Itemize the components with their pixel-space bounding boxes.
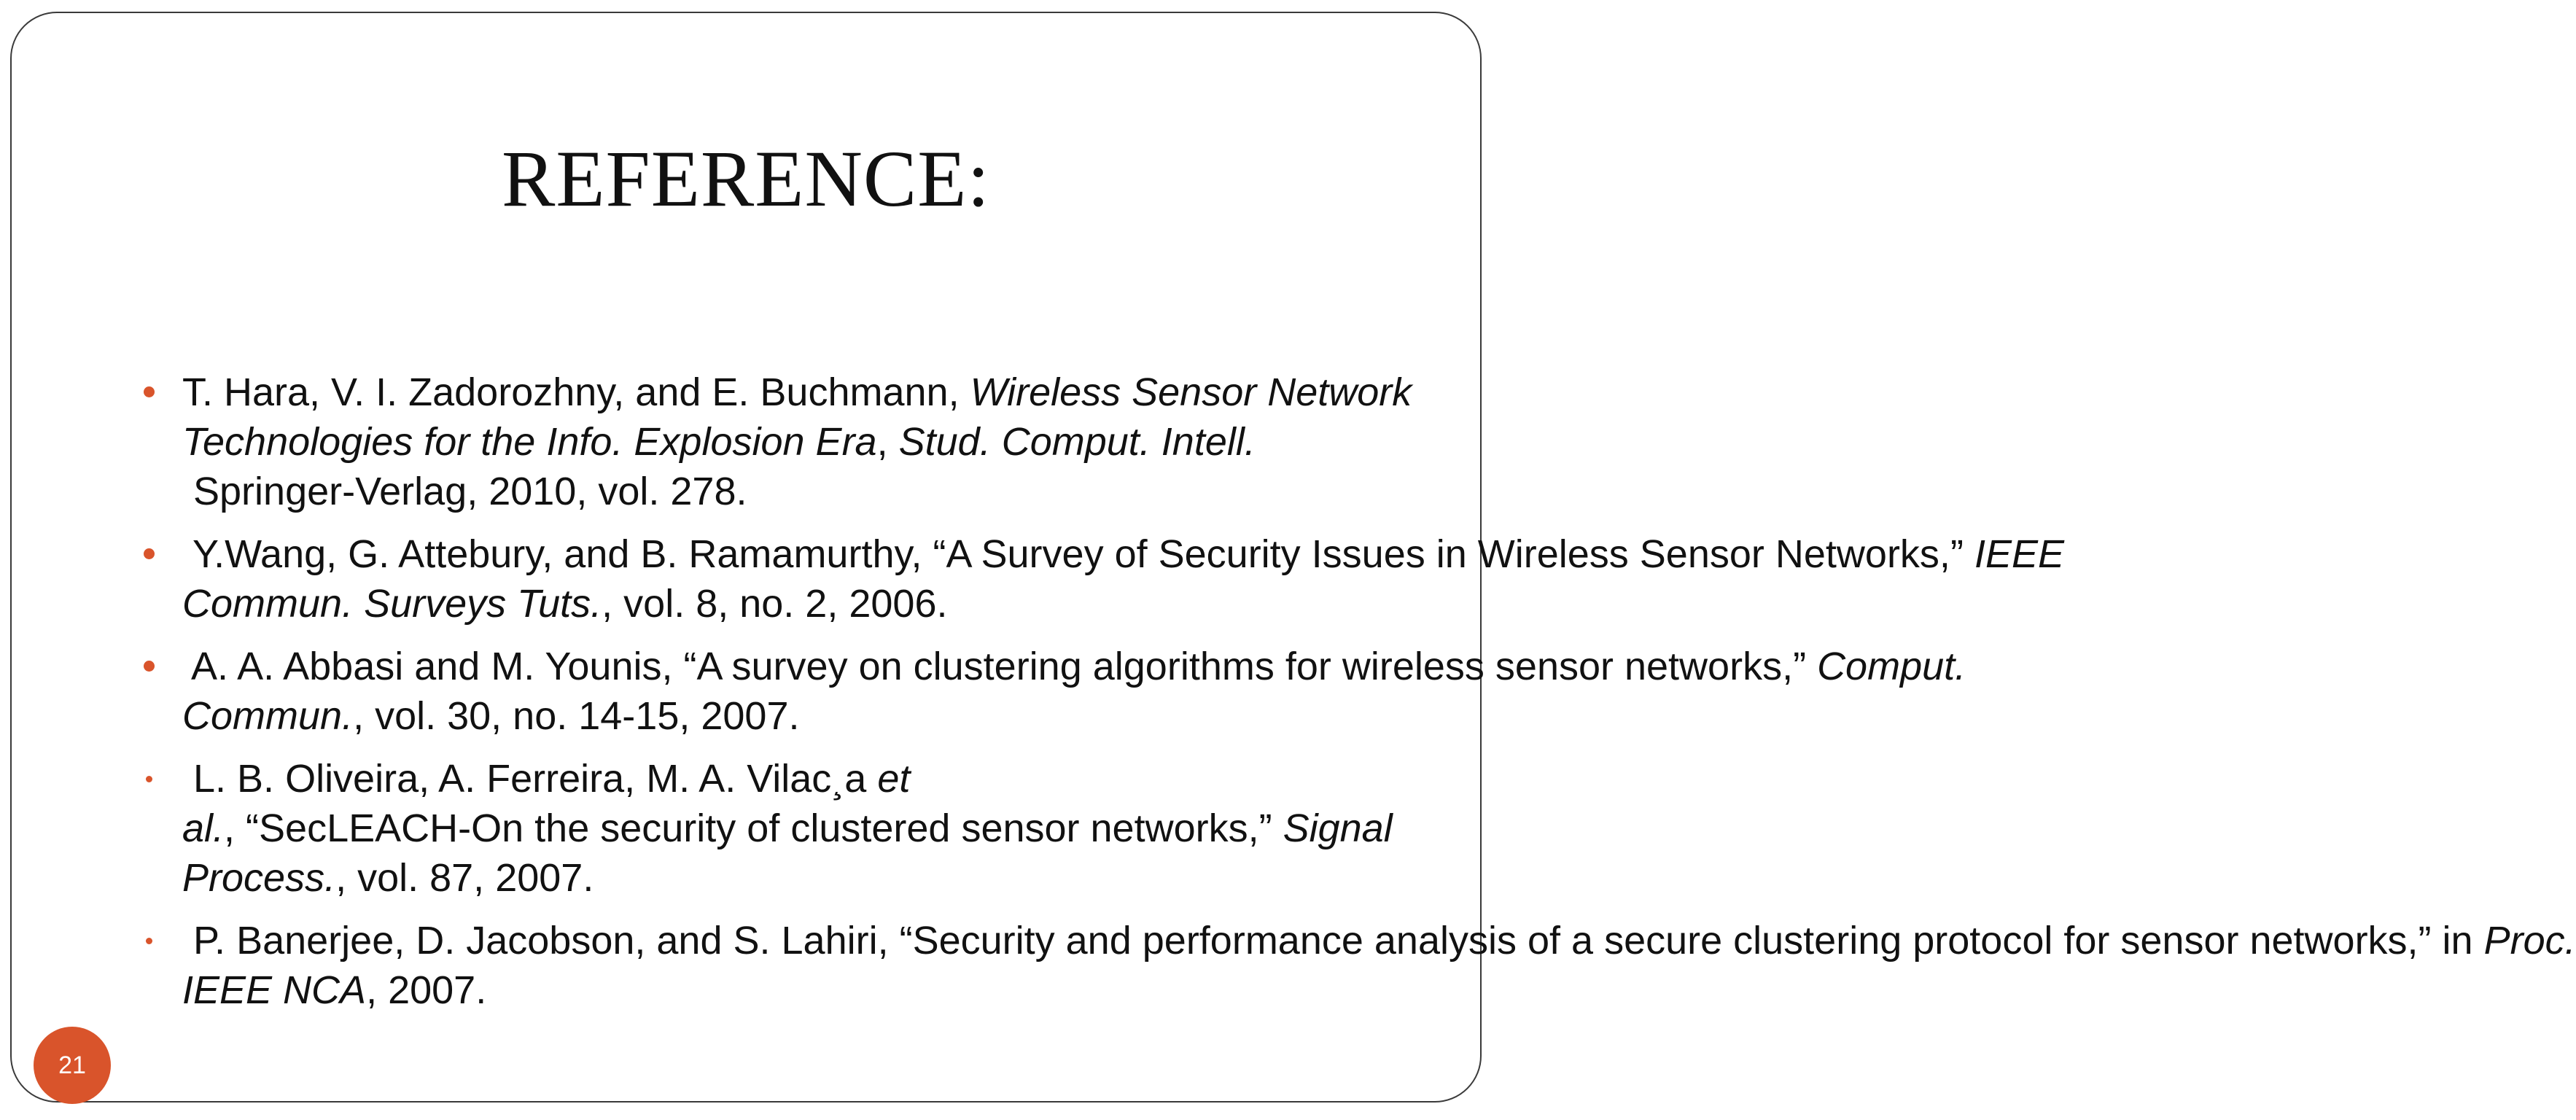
slide-title: REFERENCE: (501, 134, 991, 223)
reference-et-al: et al. (182, 757, 911, 850)
reference-item (128, 368, 1463, 516)
reference-text: , vol. 87, 2007. (335, 856, 594, 900)
bullet-dot-icon (144, 548, 155, 559)
reference-text: T. Hara, V. I. Zadorozhny, and E. Buchmann, (182, 370, 970, 414)
bullet-dot-icon (146, 776, 152, 782)
reference-text: Y.Wang, G. Attebury, and B. Ramamurthy, “A Survey of Security Issues in Wireless Sensor Networks,” (182, 532, 1974, 576)
reference-text: L. B. Oliveira, A. Ferreira, M. A. Vilac¸a (182, 757, 878, 801)
reference-item (128, 916, 2576, 1015)
reference-item (128, 754, 1463, 903)
reference-text: , (876, 420, 899, 464)
reference-journal: IEEE Commun. Surveys Tuts. (182, 532, 2064, 626)
reference-text: Springer-Verlag, 2010, vol. 278. (182, 470, 747, 513)
reference-text: P. Banerjee, D. Jacobson, and S. Lahiri, “Security and performance analysis of a secure clustering protocol for sensor networks,” in (182, 919, 2484, 962)
reference-journal: Signal Process. (182, 806, 1393, 900)
reference-text: , vol. 30, no. 14-15, 2007. (353, 694, 800, 738)
reference-book-title: Wireless Sensor Network Technologies for the Info. Explosion Era (182, 370, 1412, 464)
bullet-dot-icon (146, 938, 152, 944)
reference-text: , 2007. (366, 968, 487, 1012)
reference-text: A. A. Abbasi and M. Younis, “A survey on clustering algorithms for wireless sensor networks,” (182, 645, 1818, 688)
page-number-badge: 21 (34, 1027, 111, 1104)
reference-proceedings: Proc. IEEE NCA (182, 919, 2576, 1012)
reference-text: , vol. 8, no. 2, 2006. (602, 582, 948, 626)
slide (10, 12, 2576, 1102)
bullet-dot-icon (144, 386, 155, 397)
reference-series: Stud. Comput. Intell. (898, 420, 1256, 464)
reference-item (128, 642, 1966, 741)
reference-list (128, 368, 2576, 1028)
reference-text: , “SecLEACH-On the security of clustered sensor networks,” (224, 806, 1283, 850)
reference-item (128, 529, 2064, 629)
reference-journal: Comput. Commun. (182, 645, 1966, 738)
bullet-dot-icon (144, 661, 155, 672)
